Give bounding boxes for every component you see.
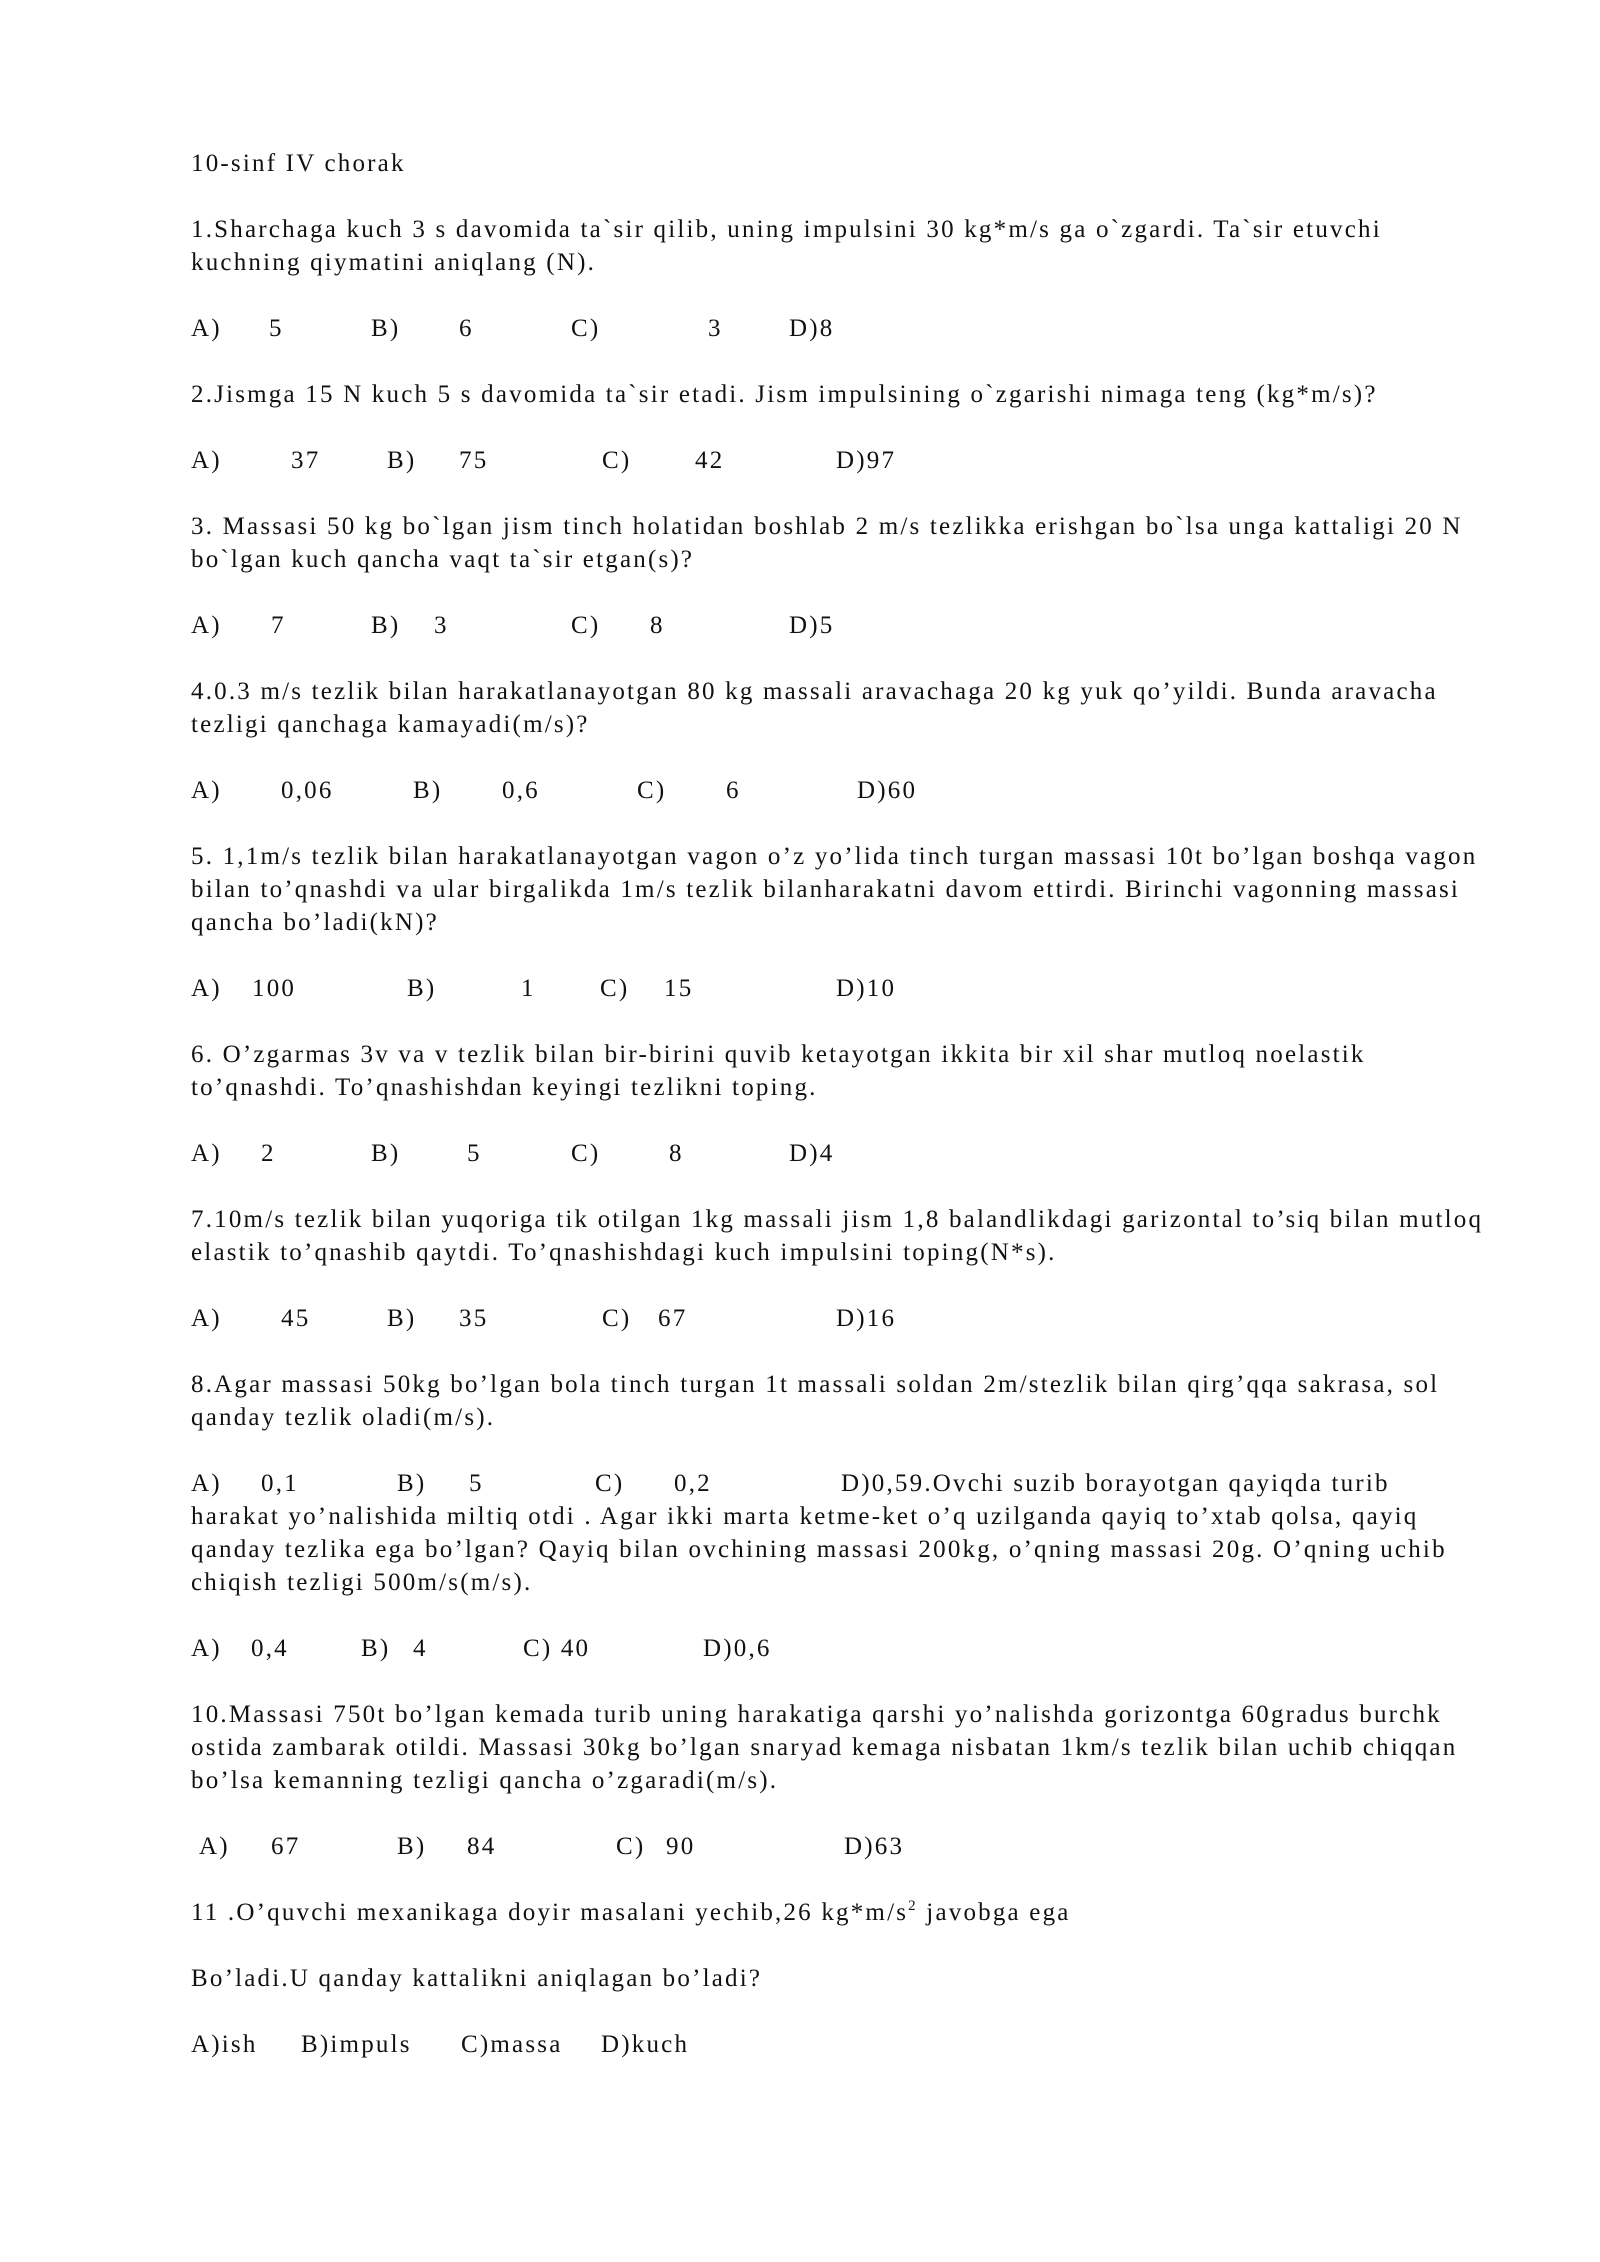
answer-d	[841, 1467, 1390, 1500]
answer-b-label: B)	[361, 1635, 391, 1662]
answer-c-label: C)	[600, 975, 630, 1002]
answer-c-value: 90	[666, 1833, 696, 1860]
answer-c-value: 6	[726, 777, 741, 804]
answer-c-value: 67	[658, 1305, 688, 1332]
question-3: 3. Massasi 50 kg bo`lgan jism tinch holatidan boshlab 2 m/s tezlikka erishgan bo`lsa unga kattaligi 20 N bo`lgan kuch qancha vaqt ta`sir etgan(s)?	[191, 513, 1463, 573]
answer-a-label: A)	[191, 1470, 222, 1497]
answer-b-label: B)	[387, 1305, 417, 1332]
question-10: 10.Massasi 750t bo’lgan kemada turib uning harakatiga qarshi yo’nalishda gorizontga 60gradus burchk ostida zambarak otildi. Massasi 30kg bo’lgan snaryad kemaga nisbatan 1km/s tezlik bilan uchib chiqqan bo’lsa kemanning tezligi qancha o’zgaradi(m/s).	[191, 1701, 1458, 1794]
answer-b-label: B)	[413, 777, 443, 804]
answer-b-value: 3	[434, 612, 449, 639]
answer-a-value: 0,06	[281, 777, 334, 804]
answer-c-label: C)	[571, 315, 601, 342]
answers-2	[191, 444, 1491, 477]
answer-c-value: 0,2	[674, 1470, 712, 1497]
answer-c-label: C)	[637, 777, 667, 804]
answer-d: D)0,6	[703, 1635, 772, 1662]
answer-d: D)5	[789, 612, 835, 639]
answer-c-value: 8	[650, 612, 665, 639]
answer-b-label: B)	[387, 447, 417, 474]
answer-c-value: 42	[695, 447, 725, 474]
question-11-text: 11 .O’quvchi mexanikaga doyir masalani yechib,26 kg*m/s	[191, 1899, 909, 1926]
question-2: 2.Jismga 15 N kuch 5 s davomida ta`sir etadi. Jism impulsining o`zgarishi nimaga teng (kg*m/s)?	[191, 381, 1378, 408]
answer-c: C)massa	[461, 2031, 563, 2058]
question-4: 4.0.3 m/s tezlik bilan harakatlanayotgan 80 kg massali aravachaga 20 kg yuk qo’yildi. Bunda aravacha tezligi qanchaga kamayadi(m/s)?	[191, 678, 1438, 738]
question-5: 5. 1,1m/s tezlik bilan harakatlanayotgan vagon o’z yo’lida tinch turgan massasi 10t bo’lgan boshqa vagon bilan to’qnashdi va ular birgalikda 1m/s tezlik bilanharakatni davom ettirdi. Birinchi vagonning massasi qancha bo’ladi(kN)?	[191, 843, 1478, 936]
answer-b-value: 35	[459, 1305, 489, 1332]
answer-b: B)impuls	[301, 2031, 412, 2058]
question-1: 1.Sharchaga kuch 3 s davomida ta`sir qilib, uning impulsini 30 kg*m/s ga o`zgardi. Ta`sir etuvchi kuchning qiymatini aniqlang (N).	[191, 216, 1382, 276]
answer-b-label: B)	[397, 1470, 427, 1497]
answer-a-label: A)	[191, 1305, 222, 1332]
document-content	[191, 147, 1491, 2094]
question-6: 6. O’zgarmas 3v va v tezlik bilan bir-birini quvib ketayotgan ikkita bir xil shar mutloq noelastik to’qnashdi. To’qnashishdan keyingi tezlikni toping.	[191, 1041, 1366, 1101]
answer-c-value: 8	[669, 1140, 684, 1167]
question-8: 8.Agar massasi 50kg bo’lgan bola tinch turgan 1t massali soldan 2m/stezlik bilan qirg’qqa sakrasa, sol qanday tezlik oladi(m/s).	[191, 1371, 1440, 1431]
answers-5	[191, 972, 1491, 1005]
answer-a-label: A)	[199, 1833, 230, 1860]
answer-d: D)10	[836, 975, 897, 1002]
answer-a-value: 37	[291, 447, 321, 474]
answer-c: C) 40	[523, 1635, 591, 1662]
answer-a-label: A)	[191, 1635, 222, 1662]
question-11-text-end: javobga ega	[917, 1899, 1071, 1926]
answer-c-label: C)	[602, 447, 632, 474]
question-7: 7.10m/s tezlik bilan yuqoriga tik otilgan 1kg massali jism 1,8 balandlikdagi garizontal to’siq bilan mutloq elastik to’qnashib qaytdi. To’qnashishdagi kuch impulsini toping(N*s).	[191, 1206, 1484, 1266]
answers-1	[191, 312, 1491, 345]
answer-b-label: B)	[371, 315, 401, 342]
answer-b-value: 4	[413, 1635, 428, 1662]
answer-c-label: C)	[616, 1833, 646, 1860]
answer-a-label: A)	[191, 447, 222, 474]
answers-4	[191, 774, 1491, 807]
answer-a-label: A)	[191, 315, 222, 342]
answer-c-label: C)	[571, 612, 601, 639]
answers-7	[191, 1302, 1491, 1335]
answer-a-label: A)	[191, 777, 222, 804]
answer-a: A)ish	[191, 2031, 258, 2058]
answer-d: D)16	[836, 1305, 897, 1332]
page-title: 10-sinf IV chorak	[191, 150, 406, 177]
answer-a-value: 5	[269, 315, 284, 342]
answers-3	[191, 609, 1491, 642]
answer-b-value: 0,6	[502, 777, 540, 804]
question-11-continued: Bo’ladi.U qanday kattalikni aniqlagan bo’ladi?	[191, 1965, 763, 1992]
answer-a-value: 2	[261, 1140, 276, 1167]
answer-d: D)97	[836, 447, 897, 474]
answer-b-value: 5	[467, 1140, 482, 1167]
answer-c-label: C)	[595, 1470, 625, 1497]
answers-6	[191, 1137, 1491, 1170]
answer-a-value: 7	[271, 612, 286, 639]
answer-c-value: 3	[708, 315, 723, 342]
answer-b-label: B)	[371, 612, 401, 639]
answer-b-label: B)	[371, 1140, 401, 1167]
answer-d: D)60	[857, 777, 918, 804]
answer-a-value: 100	[252, 975, 297, 1002]
answer-a-value: 45	[281, 1305, 311, 1332]
question-9-start: 9.Ovchi suzib borayotgan qayiqda turib	[909, 1470, 1390, 1497]
answers-9	[191, 1632, 1491, 1665]
answer-b-value: 5	[469, 1470, 484, 1497]
answer-c-label: C)	[571, 1140, 601, 1167]
answer-b-label: B)	[397, 1833, 427, 1860]
answer-a-label: A)	[191, 612, 222, 639]
answer-d: D)4	[789, 1140, 835, 1167]
answer-b-label: B)	[407, 975, 437, 1002]
answer-c-label: C)	[602, 1305, 632, 1332]
answer-a-value: 0,4	[251, 1635, 289, 1662]
superscript: 2	[908, 1898, 918, 1914]
answer-a-label: A)	[191, 975, 222, 1002]
answer-d: D)8	[789, 315, 835, 342]
answer-a-label: A)	[191, 1140, 222, 1167]
answer-b-value: 75	[459, 447, 489, 474]
answer-d-text: D)0,5	[841, 1470, 910, 1497]
answer-a-value: 0,1	[261, 1470, 299, 1497]
answer-d: D)kuch	[601, 2031, 690, 2058]
answers-8	[191, 1467, 1491, 1500]
answers-11	[191, 2028, 1491, 2061]
answer-c-value: 15	[664, 975, 694, 1002]
answers-10	[191, 1830, 1491, 1863]
answer-d: D)63	[844, 1833, 905, 1860]
answer-a-value: 67	[271, 1833, 301, 1860]
answer-b-value: 1	[521, 975, 536, 1002]
question-9: harakat yo’nalishida miltiq otdi . Agar ikki marta ketme-ket o’q uzilganda qayiq to’xtab qolsa, qayiq qanday tezlika ega bo’lgan? Qayiq bilan ovchining massasi 200kg, o’qning massasi 20g. O’qning uchib chiqish tezligi 500m/s(m/s).	[191, 1503, 1447, 1596]
question-11	[191, 1896, 1491, 1929]
answer-b-value: 84	[467, 1833, 497, 1860]
answer-b-value: 6	[459, 315, 474, 342]
